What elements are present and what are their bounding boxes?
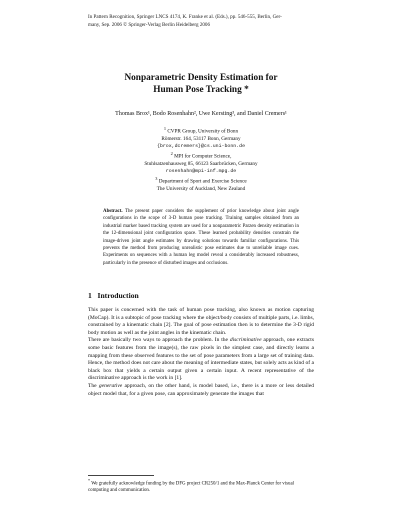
abstract-text: The present paper considers the supplement of prior knowledge about joint angle configurations in the scope of 3-D human pose tracking. Training samples obtained from an industrial marker based tracking system are used for a nonparametric Parzen density estimation in the 12-dimensional joint configuration space. These learned probability densities constrain the image-driven joint angle estimates by drawing solutions towards familiar configurations. This prevents the method from producing unrealistic pose estimates due to unreliable image cues. Experiments on sequences with a human leg model reveal a considerably increased robustness, particularly in the presence of disturbed images and occlusions. <box>103 209 299 266</box>
title-line: Human Pose Tracking * <box>153 85 249 95</box>
reference-line: many, Sep. 2006 © Springer-Verlag Berlin Heidelberg 2006 <box>88 21 211 28</box>
affiliation-line: CVPR Group, University of Bonn <box>167 128 239 135</box>
paragraph: There are basically two ways to approach the problem. In the discriminative approach, one extracts some basic features from the image(s), the raw pixels in the simplest case, and directly learns a mapping from these observed features to the set of pose parameters from a large set of training data. Hence, the method does not care about the meaning of intermediate states, but solely acts as kind of a black box that yields a certain output given a certain input. A recent representative of the discriminative approach is the work in [1]. <box>88 337 314 382</box>
affiliation-mark: 3 <box>155 176 158 181</box>
section-heading <box>88 291 314 301</box>
affiliation-line: Stuhlsatzenhausweg 85, 66123 Saarbrücken, Germany <box>144 160 258 167</box>
author-list: Thomas Brox¹, Bodo Rosenhahn², Uwe Kersting³, and Daniel Cremers¹ <box>115 111 287 117</box>
affiliation-mark: 2 <box>170 151 173 156</box>
affiliation-2 <box>88 150 314 175</box>
paper-title <box>88 72 314 96</box>
abstract <box>103 208 299 267</box>
footnote <box>88 478 314 495</box>
footnote-divider <box>88 475 154 476</box>
emphasis: generative <box>98 382 123 389</box>
title-line: Nonparametric Density Estimation for <box>124 73 278 83</box>
publication-reference <box>88 14 314 29</box>
footnote-text: We gratefully acknowledge funding by the DFG project CR250/1 and the Max-Planck Center for visual computing and communication. <box>88 481 294 494</box>
section-number: 1 <box>88 291 92 300</box>
footnote-mark: * <box>88 478 91 483</box>
reference-line: In Pattern Recognition, Springer LNCS 4174, K. Franke et al. (Eds.), pp. 546-555, Berlin, Ger- <box>88 14 282 20</box>
paragraph: This paper is concerned with the task of human pose tracking, also known as motion capturing (MoCap). It is a subtopic of pose tracking where the object/body consists of multiple parts, i.e. limbs, constrained by a kinematic chain [2]. The goal of pose estimation then is to determine the 3-D rigid body motion as well as the joint angles in the kinematic chain. <box>88 307 314 336</box>
section-title: Introduction <box>97 291 139 300</box>
affiliation-email: {brox,dcremers}@cs.uni-bonn.de <box>156 144 246 150</box>
section-body <box>88 307 314 398</box>
affiliation-3 <box>88 175 314 193</box>
affiliation-mark: 1 <box>163 126 167 131</box>
affiliation-1 <box>88 125 314 150</box>
paragraph: The generative approach, on the other hand, is model based, i.e., there is a more or less detailed object model that, for a given pose, can approximately generate the images that <box>88 382 314 397</box>
emphasis: discriminative <box>229 337 262 344</box>
abstract-label: Abstract. <box>103 209 123 214</box>
affiliation-line: Römerstr. 164, 53117 Bonn, Germany <box>161 135 241 142</box>
affiliation-email: rosenhahn@mpi-inf.mpg.de <box>165 169 237 175</box>
affiliation-line: The University of Auckland, New Zealand <box>156 185 246 192</box>
affiliation-line: Department of Sport and Exercise Science <box>158 178 247 185</box>
affiliation-line: MPI for Computer Science, <box>174 153 232 160</box>
